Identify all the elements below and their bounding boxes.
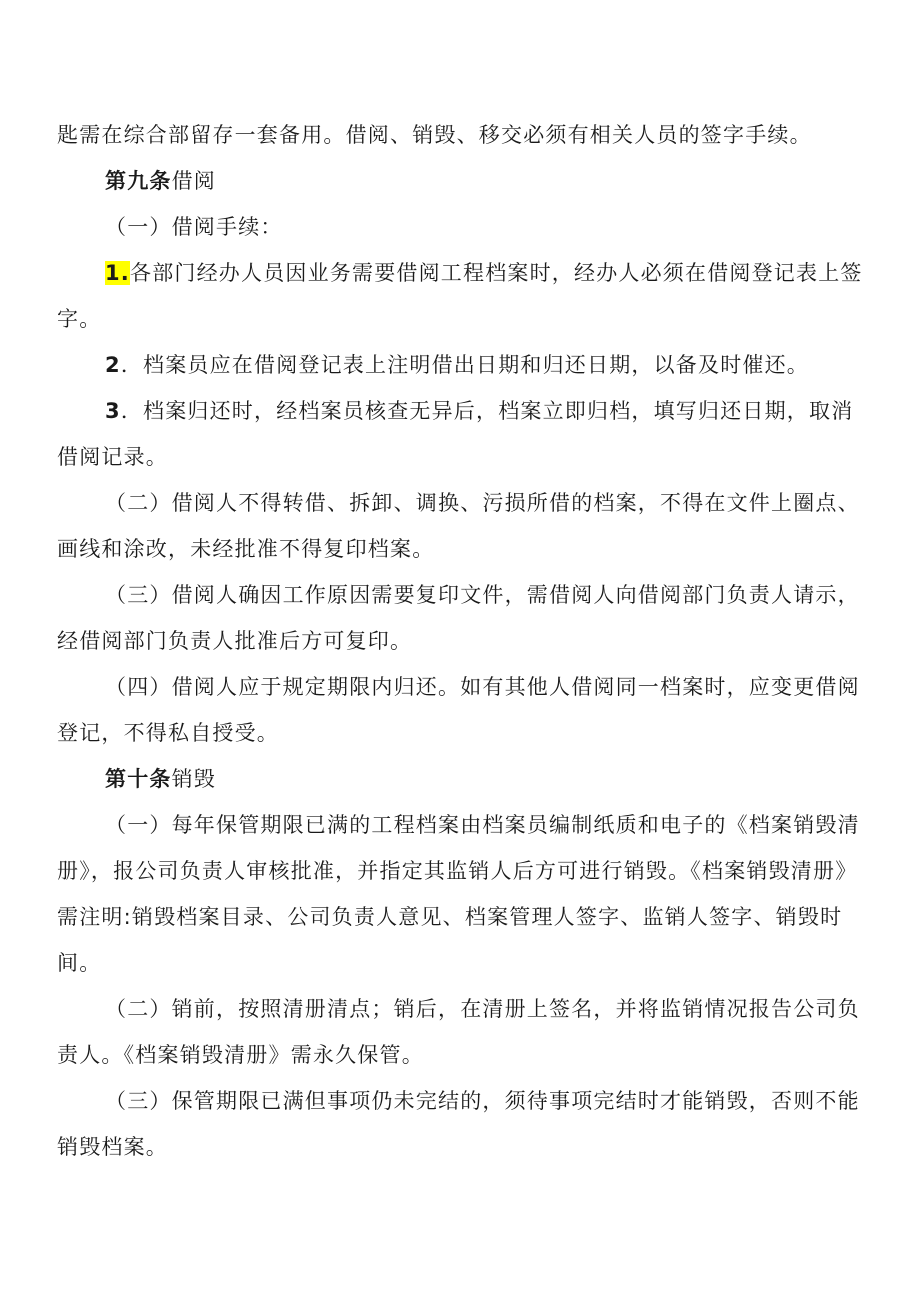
paragraph-text: （一）每年保管期限已满的工程档案由档案员编制纸质和电子的《档案销毁清册》，报公司负责人审核批准，并指定其监销人后方可进行销毁。《档案销毁清册》需注明:销毁档案目录、公司负责人意见、档案管理人签字、监销人签字、销毁时间。 [57,813,860,975]
paragraph-borrow-rule-3 [57,572,867,664]
paragraph-destroy-rule-3 [57,1078,867,1170]
paragraph-borrow-rule-4 [57,664,867,756]
paragraph-text: （四）借阅人应于规定期限内归还。如有其他人借阅同一档案时，应变更借阅登记，不得私自授受。 [57,675,860,745]
article-number: 第十条 [105,767,172,791]
item-number: 2 [105,353,121,377]
paragraph-item-2 [57,342,867,388]
article-10-heading [57,756,867,802]
paragraph-text: （二）销前，按照清册清点；销后，在清册上签名，并将监销情况报告公司负责人。《档案销毁清册》需永久保管。 [57,997,860,1067]
paragraph-destroy-rule-2 [57,986,867,1078]
item-number: 3 [105,399,121,423]
paragraph-destroy-rule-1 [57,802,867,986]
paragraph-item-1 [57,250,867,342]
article-title: 销毁 [171,767,217,791]
paragraph-borrow-rule-2 [57,480,867,572]
document-body [57,112,867,1170]
paragraph-text: 匙需在综合部留存一套备用。借阅、销毁、移交必须有相关人员的签字手续。 [57,123,812,147]
paragraph-text: （三）保管期限已满但事项仍未完结的，须待事项完结时才能销毁，否则不能销毁档案。 [57,1089,860,1159]
paragraph-continued [57,112,867,158]
paragraph-item-3 [57,388,867,480]
paragraph-text: 各部门经办人员因业务需要借阅工程档案时，经办人必须在借阅登记表上签字。 [57,261,863,331]
article-title: 借阅 [171,169,217,193]
highlighted-item-number: 1. [105,261,130,285]
paragraph-text: ．档案员应在借阅登记表上注明借出日期和归还日期，以备及时催还。 [120,353,810,377]
paragraph-text: （一）借阅手续： [105,215,283,239]
article-number: 第九条 [105,169,172,193]
paragraph-text: （二）借阅人不得转借、拆卸、调换、污损所借的档案，不得在文件上圈点、画线和涂改，未经批准不得复印档案。 [57,491,860,561]
paragraph-text: （三）借阅人确因工作原因需要复印文件，需借阅人向借阅部门负责人请示，经借阅部门负责人批准后方可复印。 [57,583,860,653]
article-9-heading [57,158,867,204]
paragraph-text: ．档案归还时，经档案员核查无异后，档案立即归档，填写归还日期，取消借阅记录。 [57,399,854,469]
paragraph-borrow-procedure [57,204,867,250]
